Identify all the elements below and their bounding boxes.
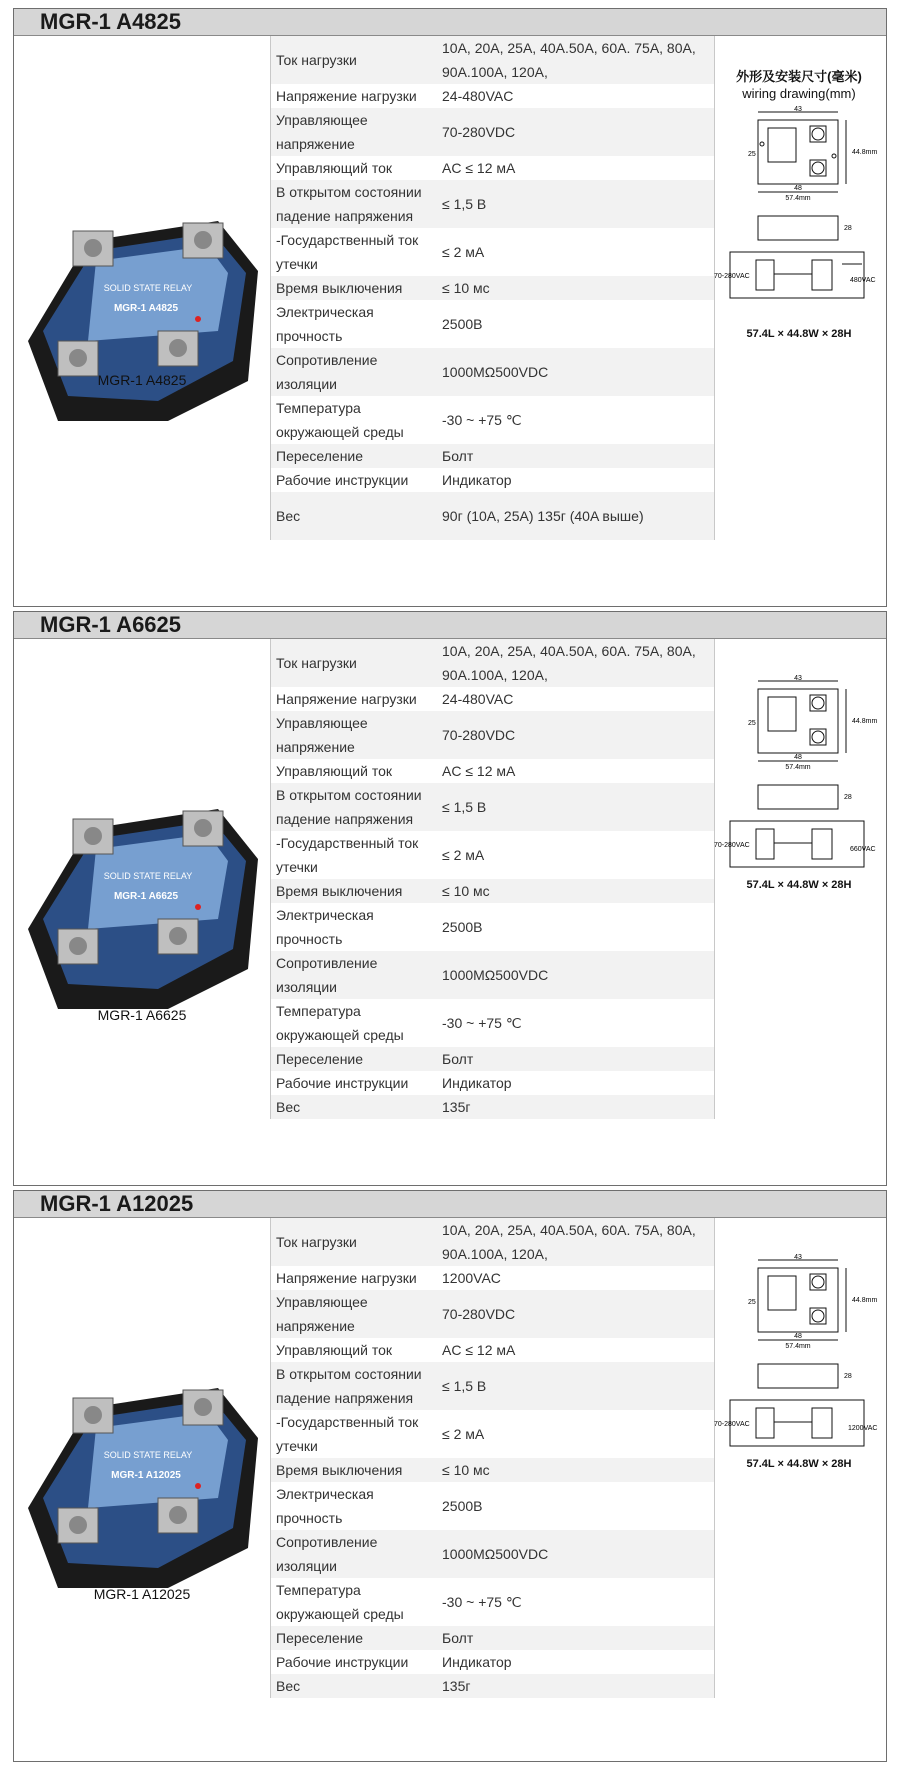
- spec-row: [271, 1095, 714, 1119]
- spec-value: 70-280VDC: [442, 124, 516, 140]
- product-column: [14, 36, 270, 606]
- spec-key: Переселение: [276, 447, 364, 464]
- spec-row: [271, 1650, 714, 1674]
- spec-row: [271, 156, 714, 180]
- spec-value: 2500В: [442, 1498, 483, 1514]
- spec-value: 70-280VDC: [442, 1306, 516, 1322]
- wiring-drawing: [712, 673, 886, 893]
- spec-row: [271, 1266, 714, 1290]
- spec-value: -30 ~ +75 ℃: [442, 1594, 522, 1610]
- section-body: [14, 639, 886, 1185]
- section-title: MGR-1 A4825: [14, 9, 886, 36]
- spec-row: [271, 1674, 714, 1698]
- spec-row: [271, 300, 714, 348]
- relay-model-text: MGR-1 A6625: [113, 891, 179, 902]
- dimensions-label: 57.4L × 44.8W × 28H: [746, 328, 852, 340]
- spec-key: Напряжение нагрузки: [276, 690, 417, 707]
- spec-row: [271, 1047, 714, 1071]
- spec-key: Рабочие инструкции: [276, 1074, 409, 1091]
- spec-key: Ток нагрузки: [276, 654, 357, 671]
- spec-key: Электрическая прочность: [276, 304, 374, 344]
- spec-value: 135г: [442, 1677, 471, 1694]
- product-column: [14, 639, 270, 1185]
- spec-row: [271, 1338, 714, 1362]
- dim-width: 43: [794, 106, 802, 113]
- spec-row: [271, 1218, 714, 1266]
- spec-key: Вес: [276, 508, 301, 524]
- section-body: [14, 1218, 886, 1761]
- dim-width: 43: [794, 675, 802, 682]
- spec-row: [271, 783, 714, 831]
- dim-height: 44.8mm: [852, 1297, 878, 1304]
- drawing-title-en: wiring drawing(mm): [742, 86, 856, 101]
- spec-value: 90г (10A, 25A) 135г (40A выше): [442, 508, 644, 524]
- dim-h3: 25: [748, 720, 756, 727]
- spec-row: [271, 687, 714, 711]
- control-voltage: 70-280VAC: [714, 842, 750, 849]
- wiring-drawing: [712, 104, 886, 324]
- spec-row: [271, 1578, 714, 1626]
- spec-row: [271, 36, 714, 84]
- dim-length: 57.4mm: [785, 1343, 811, 1350]
- spec-value: ≤ 10 мс: [442, 279, 490, 296]
- spec-value: ≤ 1,5 В: [442, 1378, 487, 1394]
- drawing-column: [712, 1218, 886, 1761]
- spec-key: Управляющий ток: [276, 762, 392, 779]
- spec-value: ≤ 1,5 В: [442, 799, 487, 815]
- spec-row: [271, 711, 714, 759]
- relay-brand-text: SOLID STATE RELAY: [103, 283, 193, 293]
- spec-value: -30 ~ +75 ℃: [442, 412, 522, 428]
- spec-value: ≤ 10 мс: [442, 882, 490, 899]
- spec-key: Напряжение нагрузки: [276, 1269, 417, 1286]
- spec-row: [271, 1530, 714, 1578]
- load-voltage: 1200VAC: [848, 1425, 878, 1432]
- spec-key: В открытом состоянии падение напряжения: [276, 787, 422, 827]
- dimensions-label: 57.4L × 44.8W × 28H: [746, 879, 852, 891]
- section-title: MGR-1 A12025: [14, 1191, 886, 1218]
- spec-value: 1200VAC: [442, 1269, 501, 1286]
- spec-row: [271, 999, 714, 1047]
- dim-length: 57.4mm: [785, 764, 811, 771]
- load-voltage: 660VAC: [850, 846, 876, 853]
- spec-row: [271, 903, 714, 951]
- dim-length: 57.4mm: [785, 195, 811, 202]
- control-voltage: 70-280VAC: [714, 273, 750, 280]
- spec-key: Управляющее напряжение: [276, 112, 368, 152]
- dim-height: 44.8mm: [852, 718, 878, 725]
- spec-row: [271, 444, 714, 468]
- product-column: [14, 1218, 270, 1761]
- relay-model-text: MGR-1 A4825: [113, 303, 179, 314]
- spec-key: В открытом состоянии падение напряжения: [276, 1366, 422, 1406]
- spec-value: AC ≤ 12 мА: [442, 1341, 516, 1358]
- spec-value: 10A, 20A, 25A, 40A.50A, 60A. 75A, 80A, 90A.100A, 120A,: [442, 40, 696, 80]
- product-caption: MGR-1 A12025: [93, 1586, 191, 1602]
- spec-row: [271, 348, 714, 396]
- dim-width-2: 48: [794, 754, 802, 761]
- dim-h2: 28: [844, 225, 852, 232]
- spec-row: [271, 1458, 714, 1482]
- product-section-1: [13, 8, 887, 607]
- spec-key: -Государственный ток утечки: [276, 1414, 419, 1454]
- dim-width-2: 48: [794, 185, 802, 192]
- load-voltage: 480VAC: [850, 277, 876, 284]
- spec-key: Рабочие инструкции: [276, 1653, 409, 1670]
- dim-h3: 25: [748, 1299, 756, 1306]
- spec-row: [271, 1410, 714, 1458]
- spec-value: Болт: [442, 1629, 474, 1646]
- spec-row: [271, 639, 714, 687]
- relay-photo: [18, 211, 268, 421]
- spec-row: [271, 84, 714, 108]
- spec-key: Переселение: [276, 1050, 364, 1067]
- spec-value: Болт: [442, 447, 474, 464]
- dim-h2: 28: [844, 1373, 852, 1380]
- spec-key: -Государственный ток утечки: [276, 835, 419, 875]
- spec-row: [271, 879, 714, 903]
- spec-value: 1000MΩ500VDC: [442, 1546, 549, 1562]
- dimensions-label: 57.4L × 44.8W × 28H: [746, 1458, 852, 1470]
- dim-width-2: 48: [794, 1333, 802, 1340]
- spec-row: [271, 468, 714, 492]
- spec-key: Напряжение нагрузки: [276, 87, 417, 104]
- spec-value: Индикатор: [442, 1653, 512, 1670]
- spec-row: [271, 276, 714, 300]
- dim-h3: 25: [748, 151, 756, 158]
- product-caption: MGR-1 A6625: [97, 1007, 187, 1023]
- section-title: MGR-1 A6625: [14, 612, 886, 639]
- dim-h2: 28: [844, 794, 852, 801]
- relay-model-text: MGR-1 A12025: [111, 1470, 181, 1481]
- spec-table: [270, 1218, 715, 1698]
- spec-key: В открытом состоянии падение напряжения: [276, 184, 422, 224]
- spec-row: [271, 759, 714, 783]
- spec-key: Время выключения: [276, 1461, 403, 1478]
- spec-value: 24-480VAC: [442, 87, 514, 104]
- spec-row: [271, 396, 714, 444]
- spec-value: 2500В: [442, 919, 483, 935]
- spec-key: Управляющий ток: [276, 159, 392, 176]
- product-section-3: [13, 1190, 887, 1762]
- spec-row: [271, 1290, 714, 1338]
- spec-row: [271, 1482, 714, 1530]
- top-strip: [0, 0, 900, 8]
- spec-value: ≤ 2 мА: [442, 1426, 485, 1442]
- spec-key: Вес: [276, 1677, 301, 1694]
- spec-table: [270, 36, 715, 540]
- spec-key: Электрическая прочность: [276, 907, 374, 947]
- spec-key: Управляющий ток: [276, 1341, 392, 1358]
- spec-key: Время выключения: [276, 279, 403, 296]
- spec-key: Управляющее напряжение: [276, 1294, 368, 1334]
- spec-row: [271, 180, 714, 228]
- spec-row: [271, 492, 714, 540]
- spec-row: [271, 831, 714, 879]
- spec-value: 24-480VAC: [442, 690, 514, 707]
- spec-value: 10A, 20A, 25A, 40A.50A, 60A. 75A, 80A, 90A.100A, 120A,: [442, 643, 696, 683]
- spec-key: Температура окружающей среды: [276, 400, 404, 440]
- spec-value: Индикатор: [442, 1074, 512, 1091]
- spec-row: [271, 228, 714, 276]
- spec-value: Индикатор: [442, 471, 512, 488]
- relay-brand-text: SOLID STATE RELAY: [103, 871, 193, 881]
- spec-value: 2500В: [442, 316, 483, 332]
- spec-value: ≤ 10 мс: [442, 1461, 490, 1478]
- spec-row: [271, 951, 714, 999]
- relay-brand-text: SOLID STATE RELAY: [103, 1450, 193, 1460]
- spec-row: [271, 1362, 714, 1410]
- spec-value: -30 ~ +75 ℃: [442, 1015, 522, 1031]
- drawing-column: [712, 36, 886, 606]
- spec-value: AC ≤ 12 мА: [442, 159, 516, 176]
- spec-value: 10A, 20A, 25A, 40A.50A, 60A. 75A, 80A, 90A.100A, 120A,: [442, 1222, 696, 1262]
- product-caption: MGR-1 A4825: [97, 372, 187, 388]
- spec-value: Болт: [442, 1050, 474, 1067]
- spec-value: ≤ 2 мА: [442, 244, 485, 260]
- spec-key: Сопротивление изоляции: [276, 1534, 378, 1574]
- section-body: [14, 36, 886, 606]
- spec-key: -Государственный ток утечки: [276, 232, 419, 272]
- relay-photo: [18, 799, 268, 1009]
- control-voltage: 70-280VAC: [714, 1421, 750, 1428]
- spec-value: 1000MΩ500VDC: [442, 967, 549, 983]
- spec-value: 1000MΩ500VDC: [442, 364, 549, 380]
- spec-key: Электрическая прочность: [276, 1486, 374, 1526]
- spec-key: Время выключения: [276, 882, 403, 899]
- spec-row: [271, 108, 714, 156]
- drawing-column: [712, 639, 886, 1185]
- spec-row: [271, 1626, 714, 1650]
- spec-key: Вес: [276, 1098, 301, 1115]
- spec-value: AC ≤ 12 мА: [442, 762, 516, 779]
- spec-value: 135г: [442, 1098, 471, 1115]
- spec-key: Ток нагрузки: [276, 1233, 357, 1250]
- spec-value: 70-280VDC: [442, 727, 516, 743]
- relay-photo: [18, 1378, 268, 1588]
- wiring-drawing: [712, 1252, 886, 1472]
- drawing-title-cn: 外形及安装尺寸(毫米): [736, 69, 862, 84]
- dim-width: 43: [794, 1254, 802, 1261]
- product-section-2: [13, 611, 887, 1186]
- spec-key: Сопротивление изоляции: [276, 955, 378, 995]
- spec-key: Температура окружающей среды: [276, 1582, 404, 1622]
- spec-key: Сопротивление изоляции: [276, 352, 378, 392]
- spec-row: [271, 1071, 714, 1095]
- spec-key: Рабочие инструкции: [276, 471, 409, 488]
- spec-table: [270, 639, 715, 1119]
- spec-key: Температура окружающей среды: [276, 1003, 404, 1043]
- spec-key: Управляющее напряжение: [276, 715, 368, 755]
- spec-value: ≤ 2 мА: [442, 847, 485, 863]
- spec-value: ≤ 1,5 В: [442, 196, 487, 212]
- dim-height: 44.8mm: [852, 149, 878, 156]
- spec-key: Переселение: [276, 1629, 364, 1646]
- spec-key: Ток нагрузки: [276, 51, 357, 68]
